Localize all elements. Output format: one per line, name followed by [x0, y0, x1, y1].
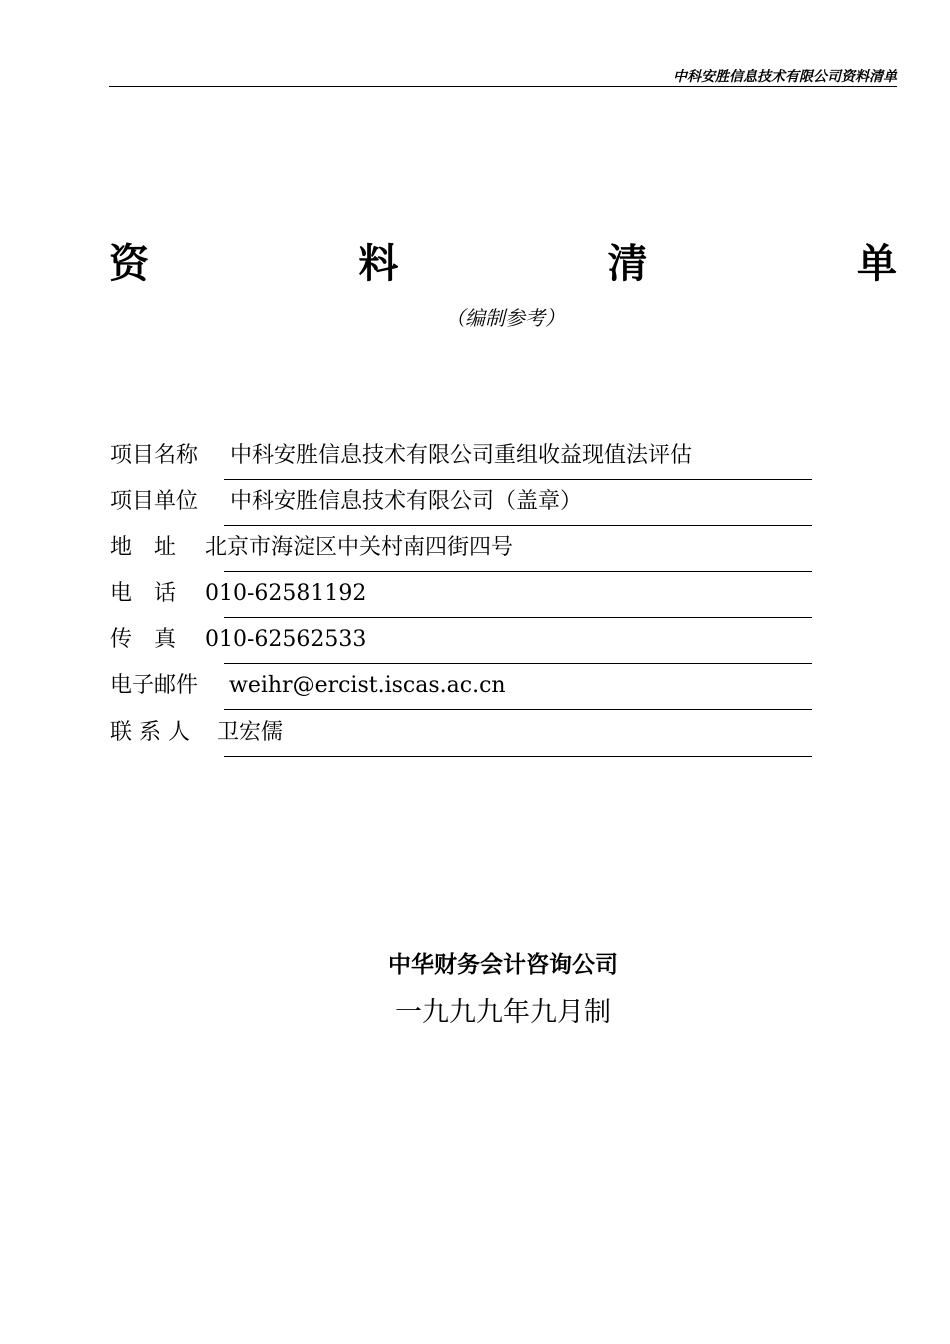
field-value: 中科安胜信息技术有限公司重组收益现值法评估 [230, 443, 693, 468]
title-char-4: 单 [856, 241, 897, 287]
field-value: 卫宏儒 [217, 720, 284, 745]
running-header: 中科安胜信息技术有限公司资料清单 [673, 69, 897, 85]
header-rule [109, 86, 897, 87]
field-underline [224, 709, 812, 710]
issue-date: 一九九九年九月制 [395, 997, 611, 1028]
field-fax [110, 618, 812, 664]
field-label: 联 系 人 [110, 720, 190, 745]
field-value: weihr@ercist.iscas.ac.cn [229, 673, 506, 698]
field-label: 电 话 [110, 581, 177, 606]
title-char-3: 清 [607, 241, 648, 287]
issuing-organization: 中华财务会计咨询公司 [388, 952, 618, 978]
field-project-name [110, 434, 812, 480]
field-email [110, 664, 812, 710]
field-phone [110, 572, 812, 618]
field-label: 传 真 [110, 627, 177, 652]
document-title [109, 238, 897, 290]
field-label: 地 址 [110, 535, 177, 560]
field-underline [224, 756, 812, 757]
field-label: 项目名称 [110, 443, 199, 468]
field-label: 项目单位 [110, 489, 199, 514]
document-subtitle: （编制参考） [445, 306, 565, 330]
field-address [110, 526, 812, 572]
title-char-1: 资 [109, 241, 149, 287]
field-value: 010-62581192 [205, 581, 367, 606]
title-char-2: 料 [358, 241, 399, 287]
field-contact-person [110, 711, 812, 757]
field-value: 北京市海淀区中关村南四街四号 [205, 535, 514, 560]
field-project-unit [110, 480, 812, 526]
field-value: 中科安胜信息技术有限公司（盖章） [230, 489, 583, 514]
field-label: 电子邮件 [110, 673, 199, 698]
field-value: 010-62562533 [205, 627, 367, 652]
